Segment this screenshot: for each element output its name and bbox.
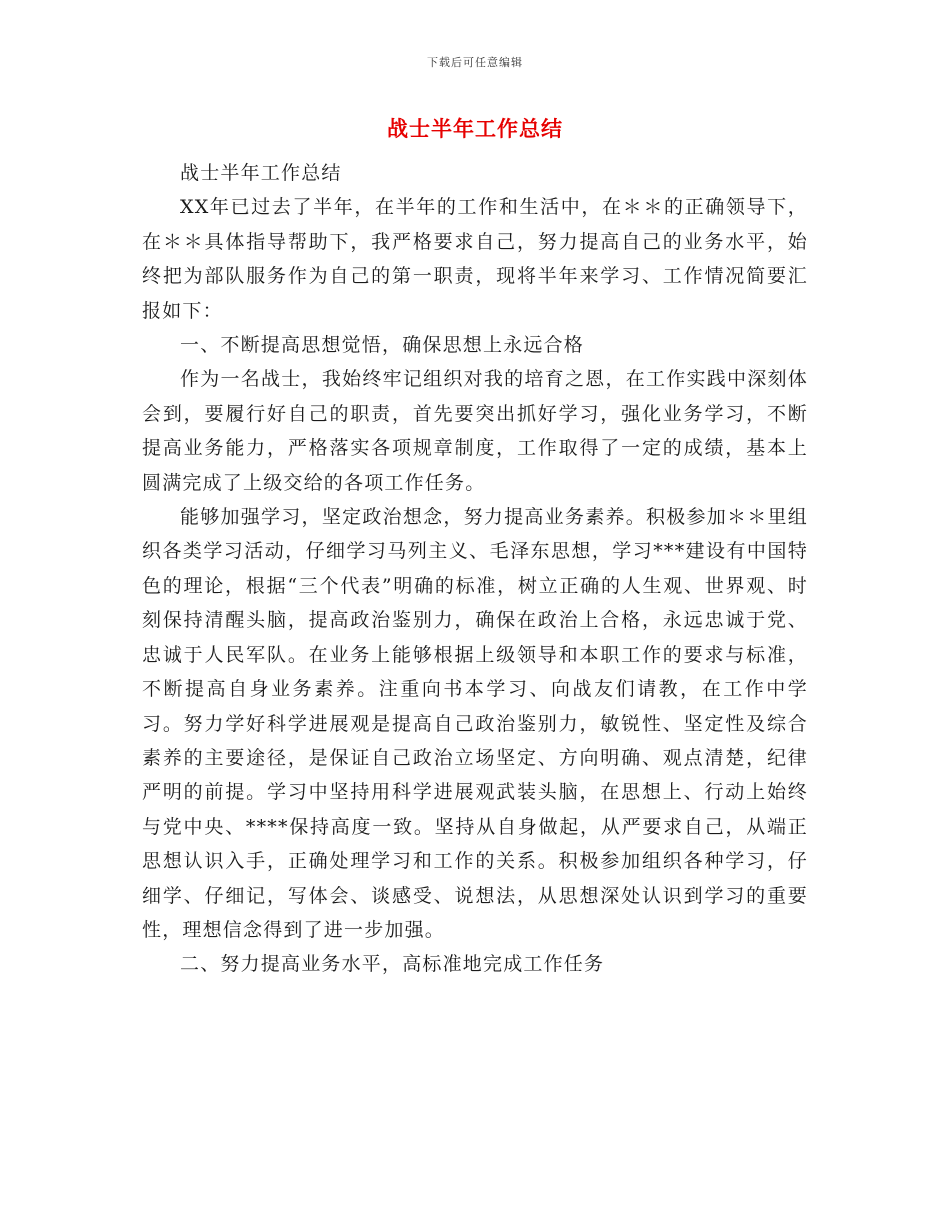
paragraph-study: 能够加强学习，坚定政治想念，努力提高业务素养。积极参加＊＊里组织各类学习活动，仔细学习马列主义、毛泽东思想，学习***建设有中国特色的理论，根据“三个代表”明确的标准，树立正确的人生观、世界观、时刻保持清醒头脑，提高政治鉴别力，确保在政治上合格，永远忠诚于党、忠诚于人民军队。在业务上能够根据上级领导和本职工作的要求与标准，不断提高自身业务素养。注重向书本学习、向战友们请教，在工作中学习。努力学好科学进展观是提高自己政治鉴别力，敏锐性、坚定性及综合素养的主要途径，是保证自己政治立场坚定、方向明确、观点清楚，纪律严明的前提。学习中坚持用科学进展观武装头脑，在思想上、行动上始终与党中央、****保持高度一致。坚持从自身做起，从严要求自己，从端正思想认识入手，正确处理学习和工作的关系。积极参加组织各种学习，仔细学、仔细记，写体会、谈感受、说想法，从思想深处认识到学习的重要性，理想信念得到了进一步加强。: [142, 506, 808, 941]
paragraph-intro: XX年已过去了半年，在半年的工作和生活中，在＊＊的正确领导下，在＊＊具体指导帮助下，我严格要求自己，努力提高自己的业务水平，始终把为部队服务作为自己的第一职责，现将半年来学习、工作情况简要汇报如下：: [142, 196, 808, 322]
document-body: [142, 156, 808, 982]
header-note: 下载后可任意编辑: [427, 56, 523, 69]
section-heading-1: 一、不断提高思想觉悟，确保思想上永远合格: [180, 334, 585, 357]
paragraph-subtitle: 战士半年工作总结: [180, 162, 342, 184]
document-title: 战士半年工作总结: [387, 116, 563, 141]
paragraph-section-1: 作为一名战士，我始终牢记组织对我的培育之恩，在工作实践中深刻体会到，要履行好自己的职责，首先要突出抓好学习，强化业务学习，不断提高业务能力，严格落实各项规章制度，工作取得了一定的成绩，基本上圆满完成了上级交给的各项工作任务。: [142, 368, 808, 494]
section-heading-2: 二、努力提高业务水平，高标准地完成工作任务: [180, 953, 605, 976]
